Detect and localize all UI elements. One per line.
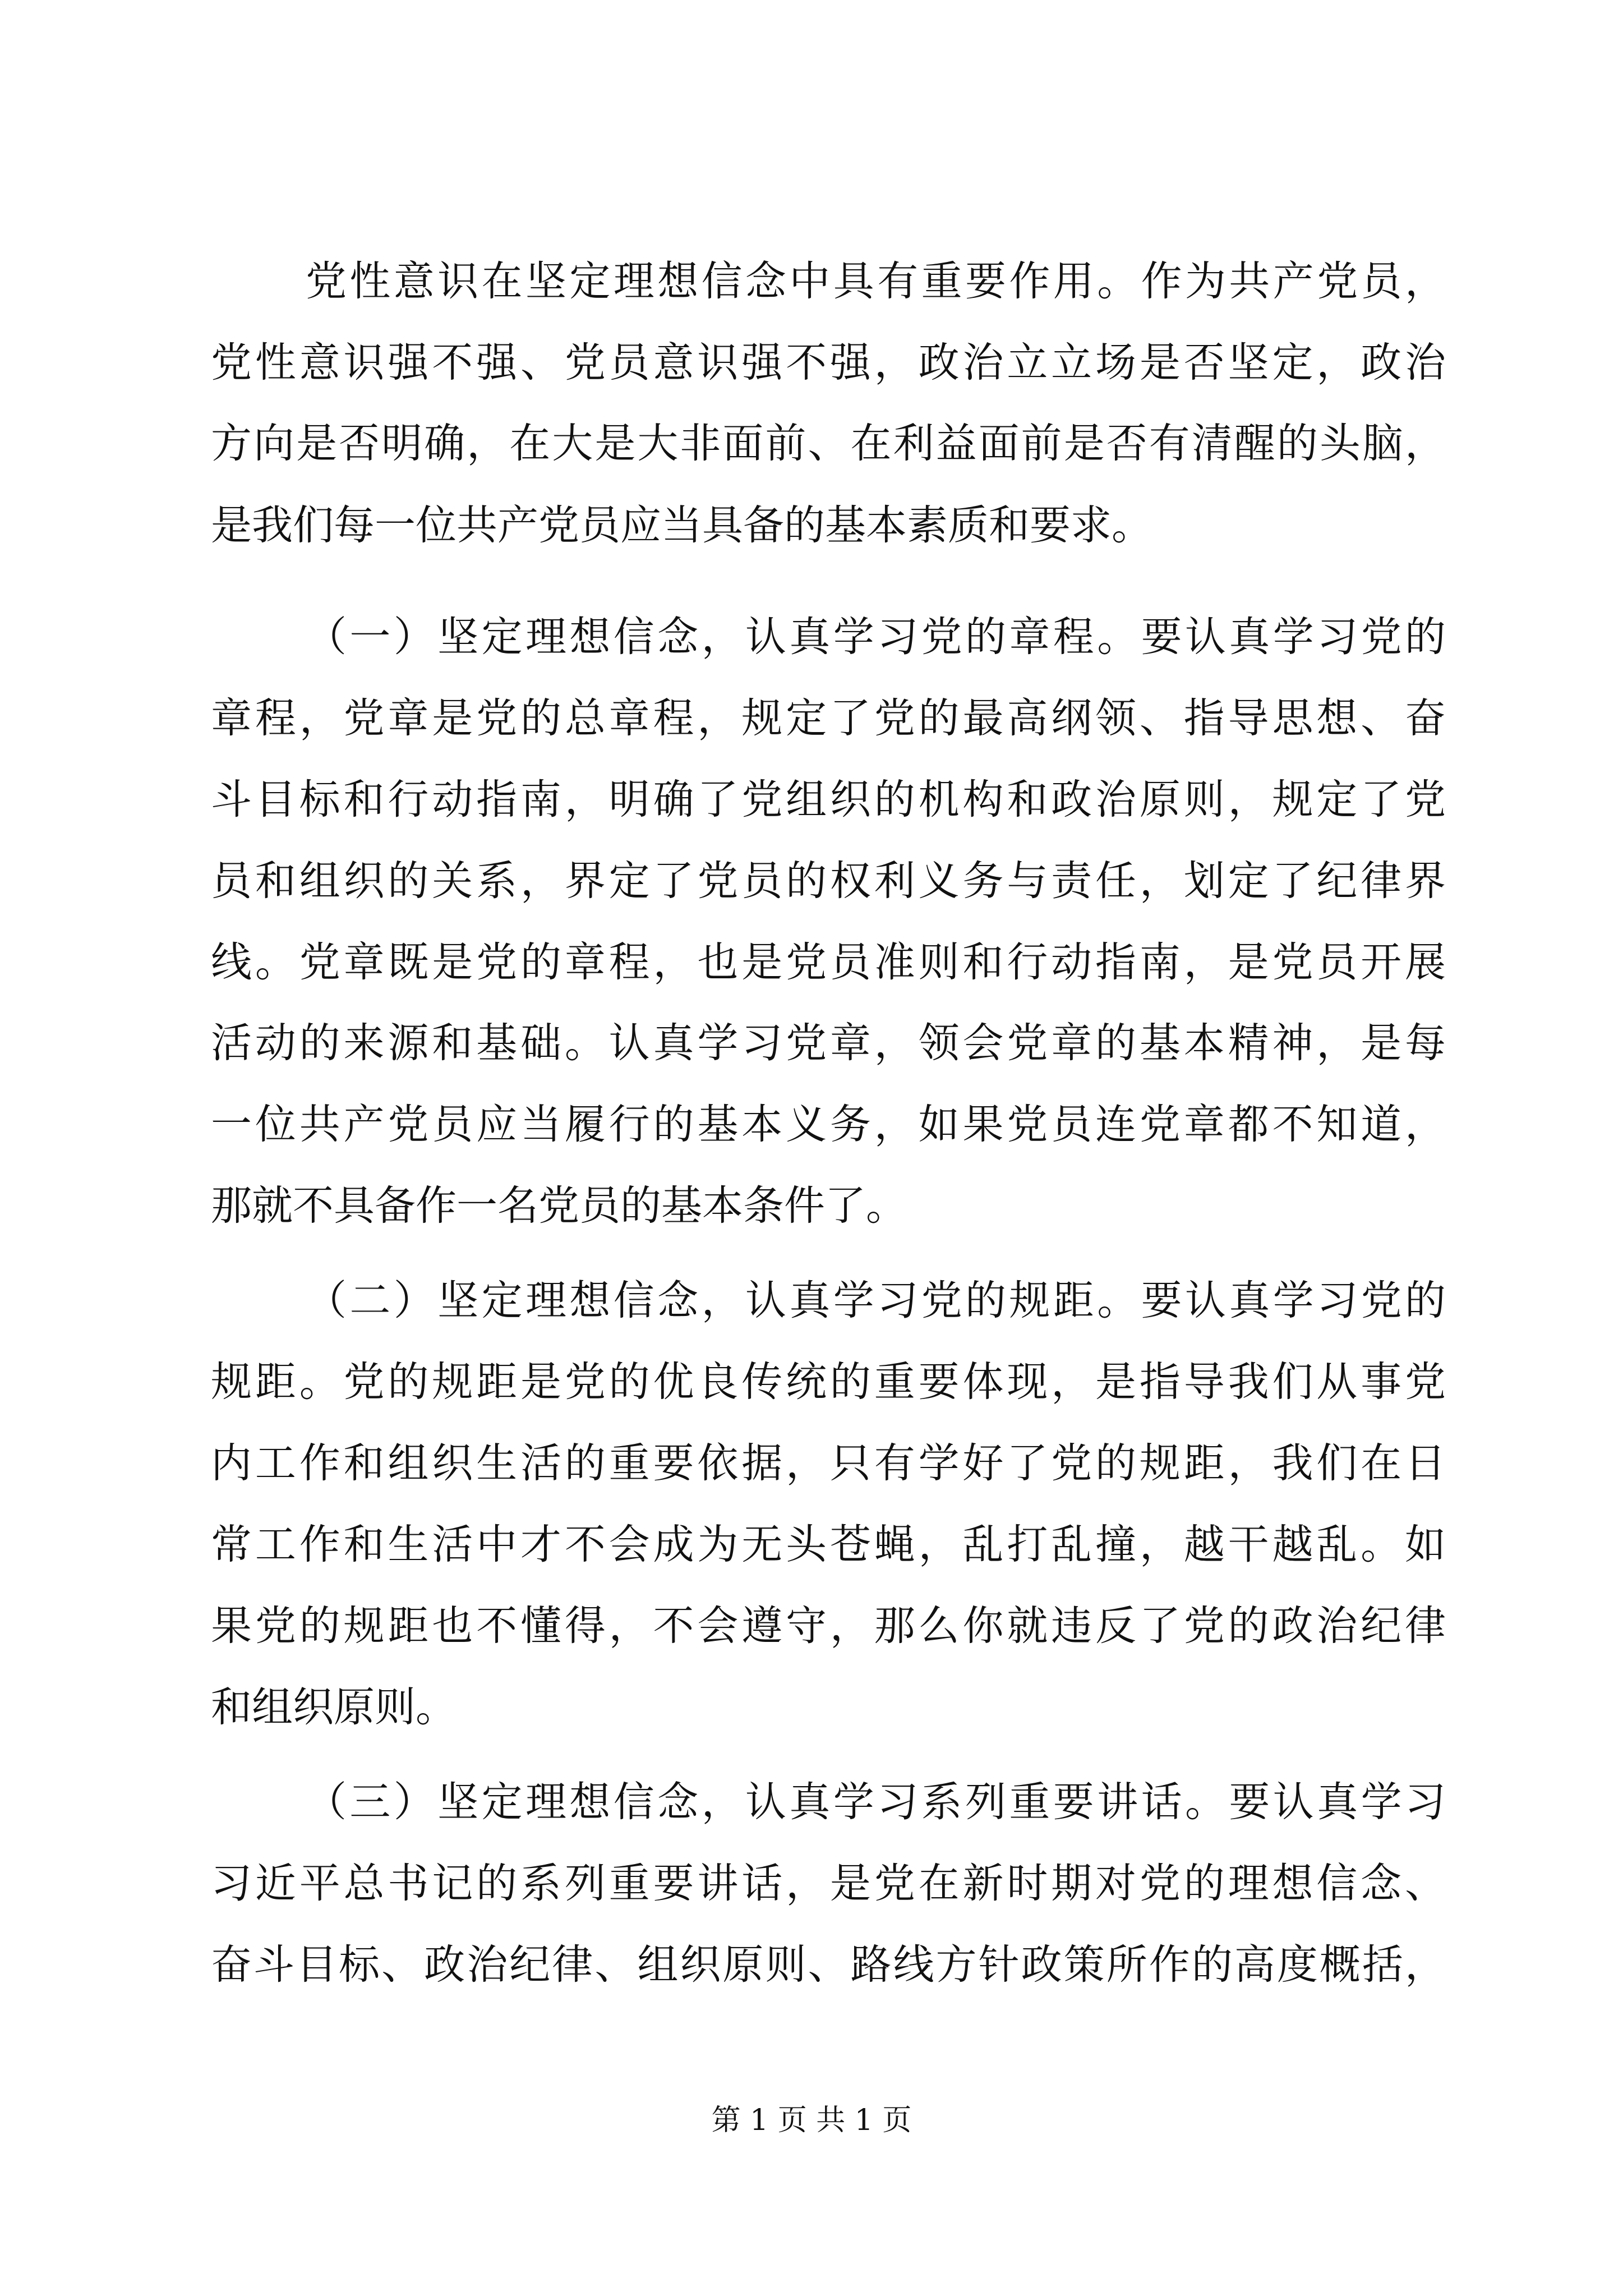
text-line: 习近平总书记的系列重要讲话，是党在新时期对党的理想信念、 [211,1860,1446,1907]
text-line: 果党的规距也不懂得，不会遵守，那么你就违反了党的政治纪律 [211,1602,1446,1650]
text-line: 是我们每一位共产党员应当具备的基本素质和要求。 [211,501,1152,549]
text-line: 奋斗目标、政治纪律、组织原则、路线方针政策所作的高度概括， [211,1941,1446,1989]
text-line: 党性意识强不强、党员意识强不强，政治立立场是否坚定，政治 [211,339,1446,386]
text-line: 和组织原则。 [211,1683,457,1731]
text-line: 活动的来源和基础。认真学习党章，领会党章的基本精神，是每 [211,1019,1446,1067]
text-line: 章程，党章是党的总章程，规定了党的最高纲领、指导思想、奋 [211,694,1446,742]
text-line: 斗目标和行动指南，明确了党组织的机构和政治原则，规定了党 [211,776,1446,823]
text-line: 内工作和组织生活的重要依据，只有学好了党的规距，我们在日 [211,1439,1446,1487]
text-line: （一）坚定理想信念，认真学习党的章程。要认真学习党的 [306,613,1446,661]
page-footer: 第 1 页 共 1 页 [711,2104,912,2137]
text-line: 党性意识在坚定理想信念中具有重要作用。作为共产党员， [306,257,1446,305]
text-line: （三）坚定理想信念，认真学习系列重要讲话。要认真学习 [306,1778,1446,1826]
text-line: 常工作和生活中才不会成为无头苍蝇，乱打乱撞，越干越乱。如 [211,1521,1446,1568]
text-line: 线。党章既是党的章程，也是党员准则和行动指南，是党员开展 [211,938,1446,986]
text-line: 方向是否明确，在大是大非面前、在利益面前是否有清醒的头脑， [211,420,1446,467]
text-line: （二）坚定理想信念，认真学习党的规距。要认真学习党的 [306,1277,1446,1324]
text-line: 那就不具备作一名党员的基本条件了。 [211,1182,907,1230]
text-line: 员和组织的关系，界定了党员的权利义务与责任，划定了纪律界 [211,857,1446,905]
text-line: 一位共产党员应当履行的基本义务，如果党员连党章都不知道， [211,1101,1446,1148]
text-line: 规距。党的规距是党的优良传统的重要体现，是指导我们从事党 [211,1358,1446,1406]
